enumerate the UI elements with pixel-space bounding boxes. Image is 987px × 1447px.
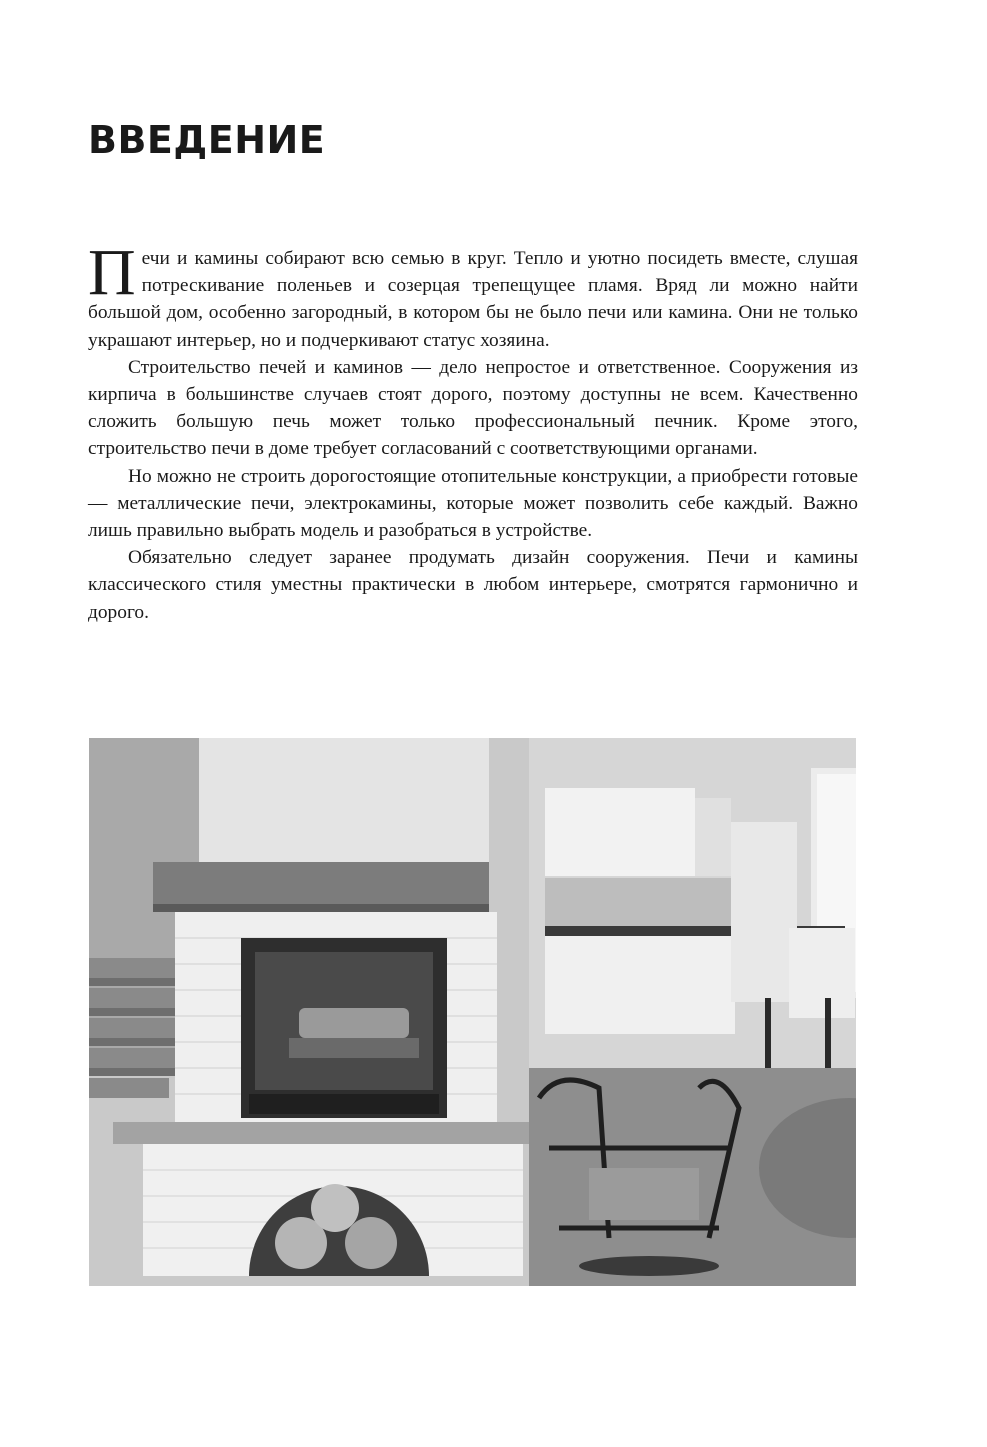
photo-illustration (89, 738, 856, 1286)
fireplace-interior-photo (89, 738, 856, 1286)
paragraph-2: Строительство печей и каминов — дело непростое и ответственное. Сооружения из кирпича в большинстве случаев стоят дорого, поэтому доступны не всем. Качественно сложить большую печь может только профессиональный печник. Кроме этого, строительство печи в доме требует согласований с соответствующими органами. (88, 356, 858, 460)
drop-cap: П (88, 236, 136, 309)
body-text (88, 236, 858, 626)
paragraph-3: Но можно не строить дорогостоящие отопительные конструкции, а приобрести готовые — металлические печи, электрокамины, которые может позволить себе каждый. Важно лишь правильно выбрать модель и разобраться в устройстве. (88, 465, 858, 542)
paragraph-4: Обязательно следует заранее продумать дизайн сооружения. Печи и камины классического стиля уместны практически в любом интерьере, смотрятся гармонично и дорого. (88, 547, 858, 623)
chapter-heading: ВВЕДЕНИЕ (88, 118, 326, 162)
paragraph-1 (88, 236, 858, 354)
paragraph-1-text: ечи и камины собирают всю семью в круг. Тепло и уютно посидеть вместе, слушая потрескивание поленьев и созерцая трепещущее пламя. Вряд ли можно найти большой дом, особенно загородный, в котором бы не было печи или камина. Они не только украшают интерьер, но и подчеркивают статус хозяина. (88, 248, 858, 351)
